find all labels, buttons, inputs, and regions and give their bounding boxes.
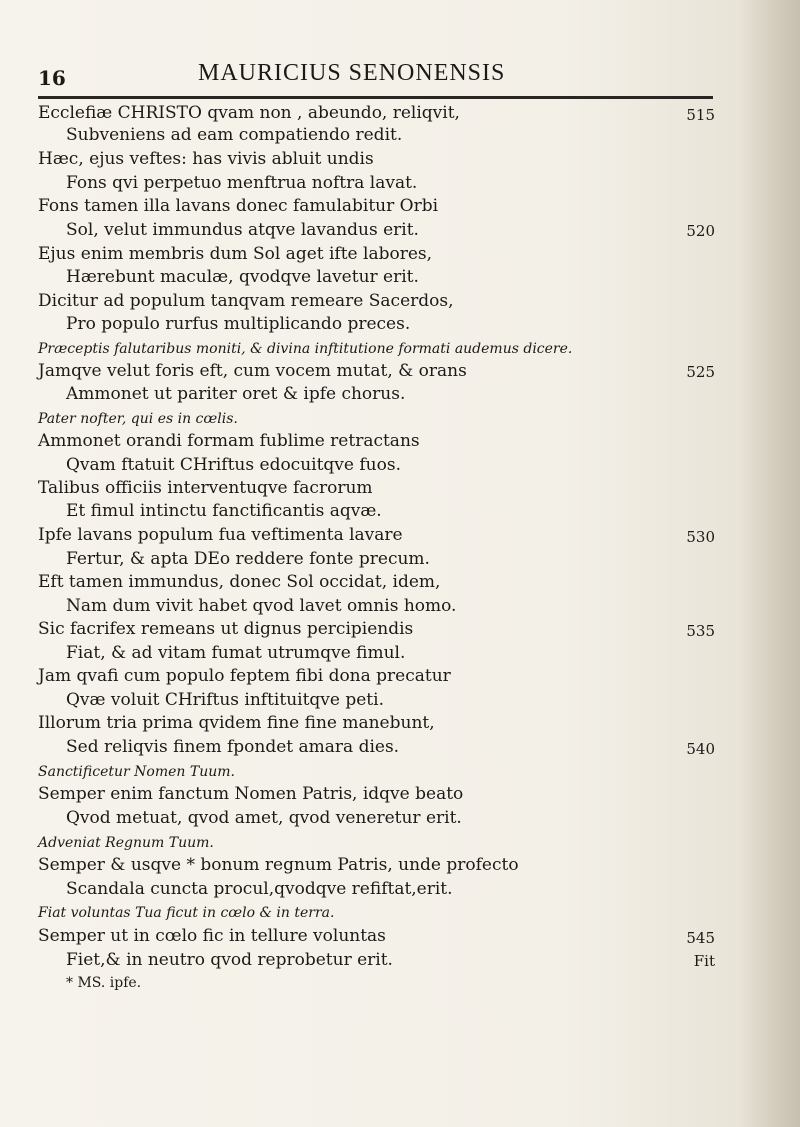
- rubric-line: Adveniat Regnum Tuum.: [38, 835, 214, 851]
- verse-line: Fertur, & apta DEo reddere fonte precum.: [66, 549, 430, 569]
- verse-line: Ejus enim membris dum Sol aget ifte labores,: [38, 244, 433, 264]
- verse-line: Fons qvi perpetuo menftrua noftra lavat.: [66, 173, 418, 193]
- verse-line: Qvod metuat, qvod amet, qvod veneretur erit.: [66, 808, 462, 828]
- verse-line: Semper enim fanctum Nomen Patris, idqve beato: [38, 784, 464, 804]
- verse-line: Ecclefiæ CHRISTO qvam non , abeundo, reliqvit,: [38, 103, 460, 123]
- verse-line: Hærebunt maculæ, qvodqve lavetur erit.: [66, 267, 419, 287]
- verse-line: Ammonet ut pariter oret & ipfe chorus.: [66, 384, 406, 404]
- verse-line: Et fimul intinctu fanctificantis aqvæ.: [66, 501, 382, 521]
- running-head: MAURICIUS SENONENSIS: [198, 60, 506, 86]
- verse-line: Qvam ftatuit CHriftus edocuitqve fuos.: [66, 455, 401, 475]
- verse-line: Scandala cuncta procul,qvodqve refiftat,erit.: [66, 879, 453, 899]
- page-header: [38, 60, 718, 94]
- page-edge-shadow: [740, 0, 800, 1127]
- verse-line: Semper ut in cœlo fic in tellure voluntas: [38, 926, 386, 946]
- rubric-line: Sanctificetur Nomen Tuum.: [38, 764, 235, 780]
- line-number: 535: [686, 622, 715, 640]
- rubric-line: Præceptis falutaribus moniti, & divina inftitutione formati audemus dicere.: [38, 341, 573, 357]
- verse-line: Semper & usqve * bonum regnum Patris, unde profecto: [38, 855, 519, 875]
- rubric-line: Pater nofter, qui es in cœlis.: [38, 411, 238, 427]
- line-number: 525: [686, 363, 715, 381]
- verse-line: Subveniens ad eam compatiendo redit.: [66, 125, 403, 145]
- verse-line: Hæc, ejus veftes: has vivis abluit undis: [38, 149, 374, 169]
- verse-line: Jam qvafi cum populo feptem fibi dona precatur: [38, 666, 451, 686]
- line-number: 545: [686, 929, 715, 947]
- catchword: Fit: [693, 952, 715, 970]
- line-number: 530: [686, 528, 715, 546]
- verse-line: Ammonet orandi formam fublime retractans: [38, 431, 420, 451]
- verse-line: Talibus officiis interventuqve facrorum: [38, 478, 373, 498]
- rubric-line: Fiat voluntas Tua ficut in cœlo & in terra.: [38, 905, 335, 921]
- verse-line: Sol, velut immundus atqve lavandus erit.: [66, 220, 419, 240]
- header-rule: [38, 96, 713, 99]
- line-number: 515: [686, 106, 715, 124]
- line-number: 540: [686, 740, 715, 758]
- verse-line: Eft tamen immundus, donec Sol occidat, idem,: [38, 572, 441, 592]
- verse-line: Fiet,& in neutro qvod reprobetur erit.: [66, 950, 393, 970]
- verse-line: Ipfe lavans populum fua veftimenta lavare: [38, 525, 403, 545]
- verse-line: Pro populo rurfus multiplicando preces.: [66, 314, 411, 334]
- page-number: 16: [38, 66, 66, 90]
- verse-line: Jamqve velut foris eft, cum vocem mutat, & orans: [38, 361, 467, 381]
- verse-line: Sic facrifex remeans ut dignus percipiendis: [38, 619, 414, 639]
- verse-line: Illorum tria prima qvidem fine fine manebunt,: [38, 713, 435, 733]
- verse-line: Fiat, & ad vitam fumat utrumqve fimul.: [66, 643, 406, 663]
- verse-line: Sed reliqvis finem fpondet amara dies.: [66, 737, 400, 757]
- line-number: 520: [686, 222, 715, 240]
- footnote: * MS. ipfe.: [66, 975, 142, 991]
- verse-line: Fons tamen illa lavans donec famulabitur Orbi: [38, 196, 439, 216]
- verse-line: Qvæ voluit CHriftus inftituitqve peti.: [66, 690, 384, 710]
- verse-line: Nam dum vivit habet qvod lavet omnis homo.: [66, 596, 457, 616]
- verse-line: Dicitur ad populum tanqvam remeare Sacerdos,: [38, 291, 454, 311]
